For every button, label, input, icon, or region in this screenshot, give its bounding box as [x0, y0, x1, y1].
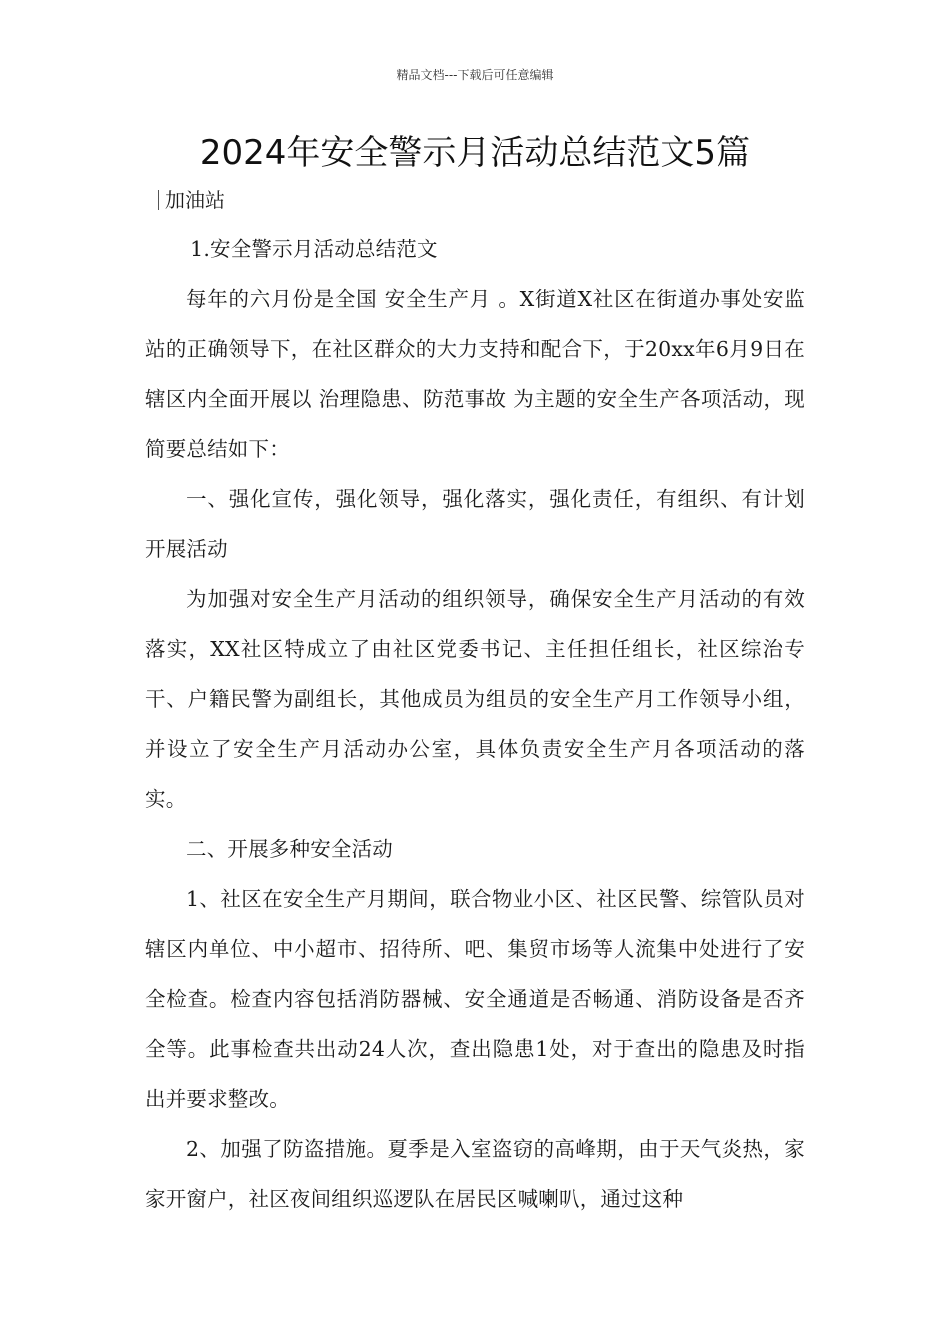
subtitle-line: [158, 185, 225, 215]
paragraph: 2、加强了防盗措施。夏季是入室盗窃的高峰期，由于天气炎热，家家开窗户，社区夜间组织巡逻队在居民区喊喇叭，通过这种: [145, 1137, 805, 1211]
subtitle-text: 加油站: [165, 188, 225, 212]
paragraph: 1、社区在安全生产月期间，联合物业小区、社区民警、综管队员对辖区内单位、中小超市、招待所、吧、集贸市场等人流集中处进行了安全检查。检查内容包括消防器械、安全通道是否畅通、消防设备是否齐全等。此事检查共出动24人次，查出隐患1处，对于查出的隐患及时指出并要求整改。: [145, 887, 805, 1111]
paragraph: 为加强对安全生产月活动的组织领导，确保安全生产月活动的有效落实，XX社区特成立了由社区党委书记、主任担任组长，社区综治专干、户籍民警为副组长，其他成员为组员的安全生产月工作领导小组，并设立了安全生产月活动办公室，具体负责安全生产月各项活动的落实。: [145, 587, 805, 811]
document-body: [145, 224, 805, 1224]
document-title: 2024年安全警示月活动总结范文5篇: [199, 133, 751, 173]
section-heading: 一、强化宣传，强化领导，强化落实，强化责任，有组织、有计划开展活动: [145, 487, 805, 561]
text-cursor-bar: [158, 190, 159, 210]
section-heading: 1.安全警示月活动总结范文: [190, 237, 438, 261]
header-note: 精品文档---下载后可任意编辑: [396, 68, 554, 82]
section-heading: 二、开展多种安全活动: [186, 837, 393, 861]
paragraph: 每年的六月份是全国 安全生产月 。X街道X社区在街道办事处安监站的正确领导下，在社区群众的大力支持和配合下，于20xx年6月9日在辖区内全面开展以 治理隐患、防范事故 为主题的安全生产各项活动，现简要总结如下：: [145, 287, 805, 461]
